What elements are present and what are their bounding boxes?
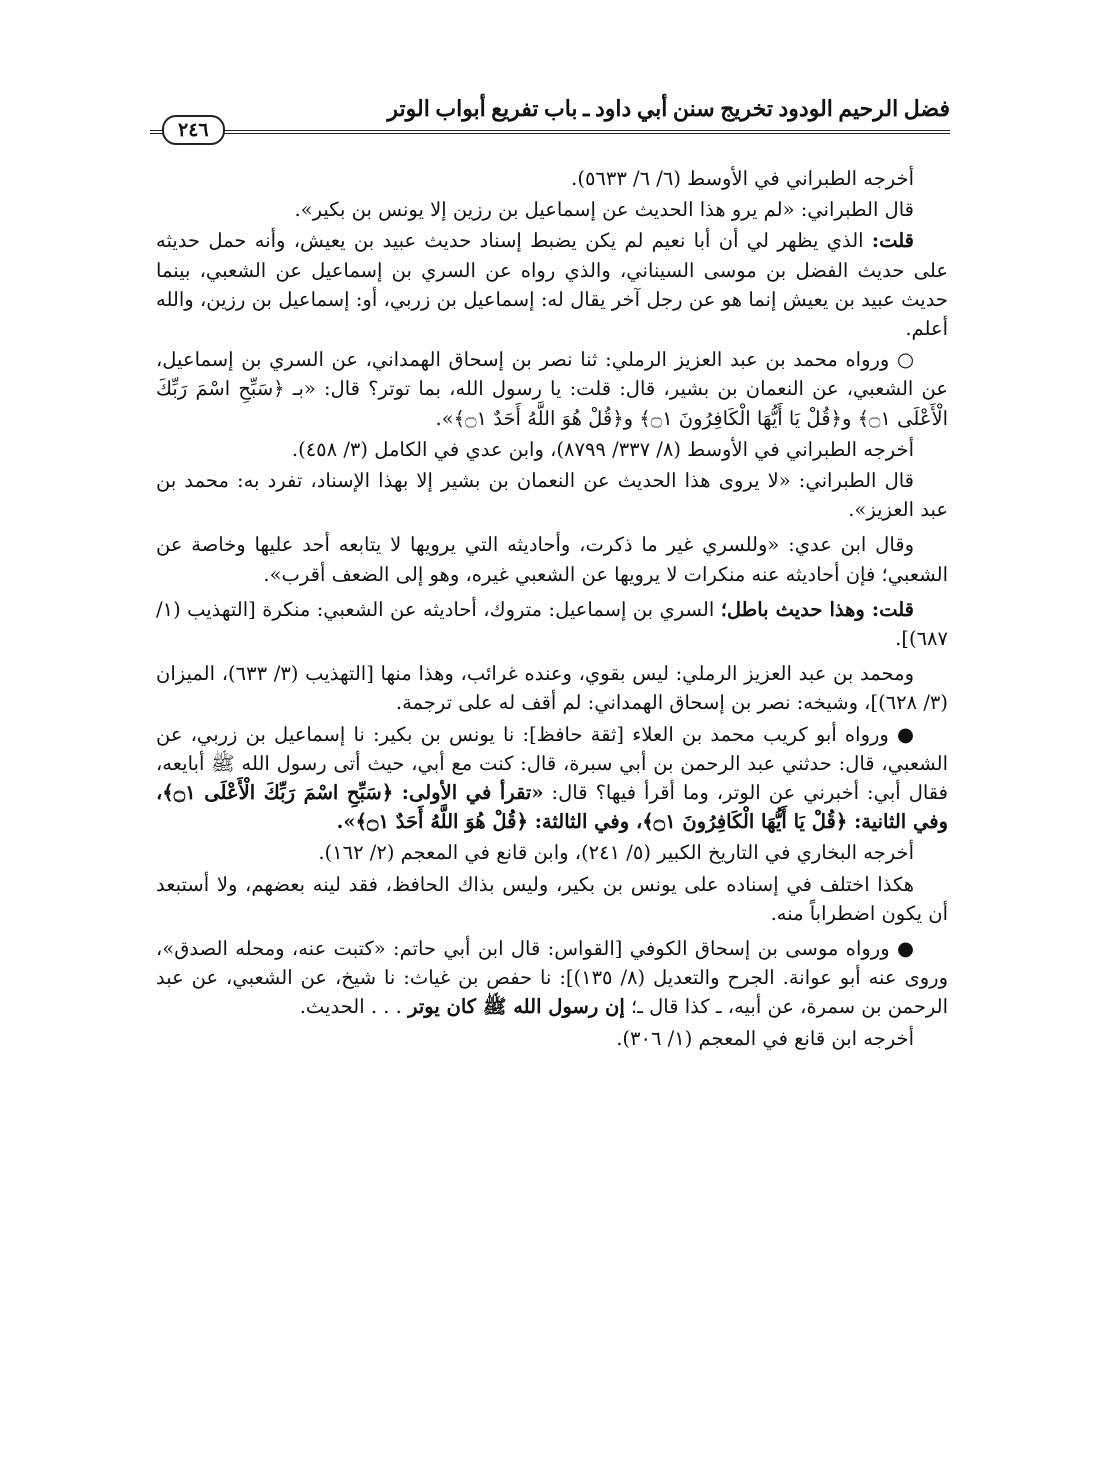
text-run: الذي يظهر لي أن أبا نعيم لم يكن يضبط إسناد حديث عبيد بن يعيش، وأنه حمل حديثه على حديث الفضل بن موسى السيناني، والذي رواه عن السري بن إسماعيل عن الشعبي، بينما حديث عبيد بن يعيش إنما هو عن رجل آخر يقال له: إسماعيل بن زربي، أو: إسماعيل بن رزين، والله أعلم.: [156, 229, 948, 341]
text-run: أخرجه الطبراني في الأوسط (٨/ ٣٣٧/ ٨٧٩٩)، وابن عدي في الكامل (٣/ ٤٥٨).: [291, 437, 914, 461]
paragraph: [156, 345, 948, 433]
paragraph: [156, 466, 948, 524]
bold-text: قلت: وهذا حديث باطل؛: [720, 597, 914, 621]
page-number: ٢٤٦: [162, 115, 225, 145]
paragraph: [156, 435, 948, 464]
paragraph: [156, 870, 948, 928]
text-run: السري بن إسماعيل: متروك، أحاديثه عن الشعبي: منكرة [التهذيب (١/ ٦٨٧)].: [156, 597, 948, 651]
header-rule: [150, 130, 950, 134]
paragraph: [156, 195, 948, 224]
body-text: [156, 164, 948, 1055]
paragraph: [156, 164, 948, 193]
paragraph: [156, 659, 948, 717]
text-run: هكذا اختلف في إسناده على يونس بن بكير، وليس بذاك الحافظ، فقد لينه بعضهم، ولا أستبعد أن يكون اضطراباً منه.: [156, 872, 948, 925]
text-run: أخرجه البخاري في التاريخ الكبير (٥/ ٢٤١)، وابن قانع في المعجم (٢/ ١٦٢).: [318, 841, 914, 865]
text-run: . . . الحديث.: [299, 995, 409, 1019]
paragraph: [156, 1024, 948, 1053]
paragraph: [156, 530, 948, 588]
text-run: قال الطبراني: «لا يروى هذا الحديث عن النعمان بن بشير إلا بهذا الإسناد، تفرد به: محمد بن عبد العزيز».: [156, 469, 948, 522]
bold-text: «تقرأ في الأولى: ﴿سَبِّحِ اسْمَ رَبِّكَ الْأَعْلَى ۝١﴾، وفي الثانية: ﴿قُلْ يَا أَيُّهَا الْكَافِرُونَ ۝١﴾، وفي الثالثة: ﴿قُلْ هُوَ اللَّهُ أَحَدٌ ۝١﴾».: [156, 781, 948, 834]
paragraph: [156, 226, 948, 343]
bold-text: قلت:: [871, 229, 914, 253]
running-header: [150, 96, 950, 148]
bold-text: إن رسول الله ﷺ كان يوتر: [408, 995, 625, 1019]
paragraph: [156, 838, 948, 867]
text-run: ومحمد بن عبد العزيز الرملي: ليس بقوي، وعنده غرائب، وهذا منها [التهذيب (٣/ ٦٣٣)، الميزان (٣/ ٦٢٨)]، وشيخه: نصر بن إسحاق الهمداني: لم أقف له على ترجمة.: [156, 662, 948, 715]
text-run: أخرجه الطبراني في الأوسط (٦/ ٦/ ٥٦٣٣).: [571, 167, 914, 190]
paragraph: [156, 934, 948, 1022]
paragraph: [156, 720, 948, 837]
text-run: قال الطبراني: «لم يرو هذا الحديث عن إسماعيل بن رزين إلا يونس بن بكير».: [294, 198, 914, 222]
text-run: ○ ورواه محمد بن عبد العزيز الرملي: ثنا نصر بن إسحاق الهمداني، عن السري بن إسماعيل، عن الشعبي، عن النعمان بن بشير، قال: قلت: يا رسول الله، بما توتر؟ قال: «بـ ﴿سَبِّحِ اسْمَ رَبِّكَ الْأَعْلَى ۝١﴾ و﴿قُلْ يَا أَيُّهَا الْكَافِرُونَ ۝١﴾ و﴿قُلْ هُوَ اللَّهُ أَحَدٌ ۝١﴾».: [156, 348, 948, 430]
text-run: أخرجه ابن قانع في المعجم (١/ ٣٠٦).: [616, 1026, 914, 1050]
text-run: ● ورواه موسى بن إسحاق الكوفي [القواس: قال ابن أبي حاتم: «كتبت عنه، ومحله الصدق»، وروى عنه أبو عوانة. الجرح والتعديل (٨/ ١٣٥)]: نا حفص بن غياث: نا شيخ، عن الشعبي، عن عبد الرحمن بن سمرة، عن أبيه، ـ كذا قال ـ؛: [156, 937, 948, 1019]
paragraph: [156, 595, 948, 653]
text-run: ● ورواه أبو كريب محمد بن العلاء [ثقة حافظ]: نا يونس بن بكير: نا إسماعيل بن زربي، عن الشعبي، قال: حدثني عبد الرحمن بن أبي سبرة، قال: كنت مع أبي، حيث أتى رسول الله ﷺ أبايعه، فقال أبي: أخبرني عن الوتر، وما أقرأ فيها؟ قال:: [156, 722, 948, 805]
text-run: وقال ابن عدي: «وللسري غير ما ذكرت، وأحاديثه التي يرويها لا يتابعه أحد عليها وخاصة عن الشعبي؛ فإن أحاديثه عنه منكرات لا يرويها عن الشعبي غيره، وهو إلى الضعف أقرب».: [156, 533, 948, 586]
header-title: فضل الرحيم الودود تخريج سنن أبي داود ـ باب تفريع أبواب الوتر: [387, 96, 950, 121]
